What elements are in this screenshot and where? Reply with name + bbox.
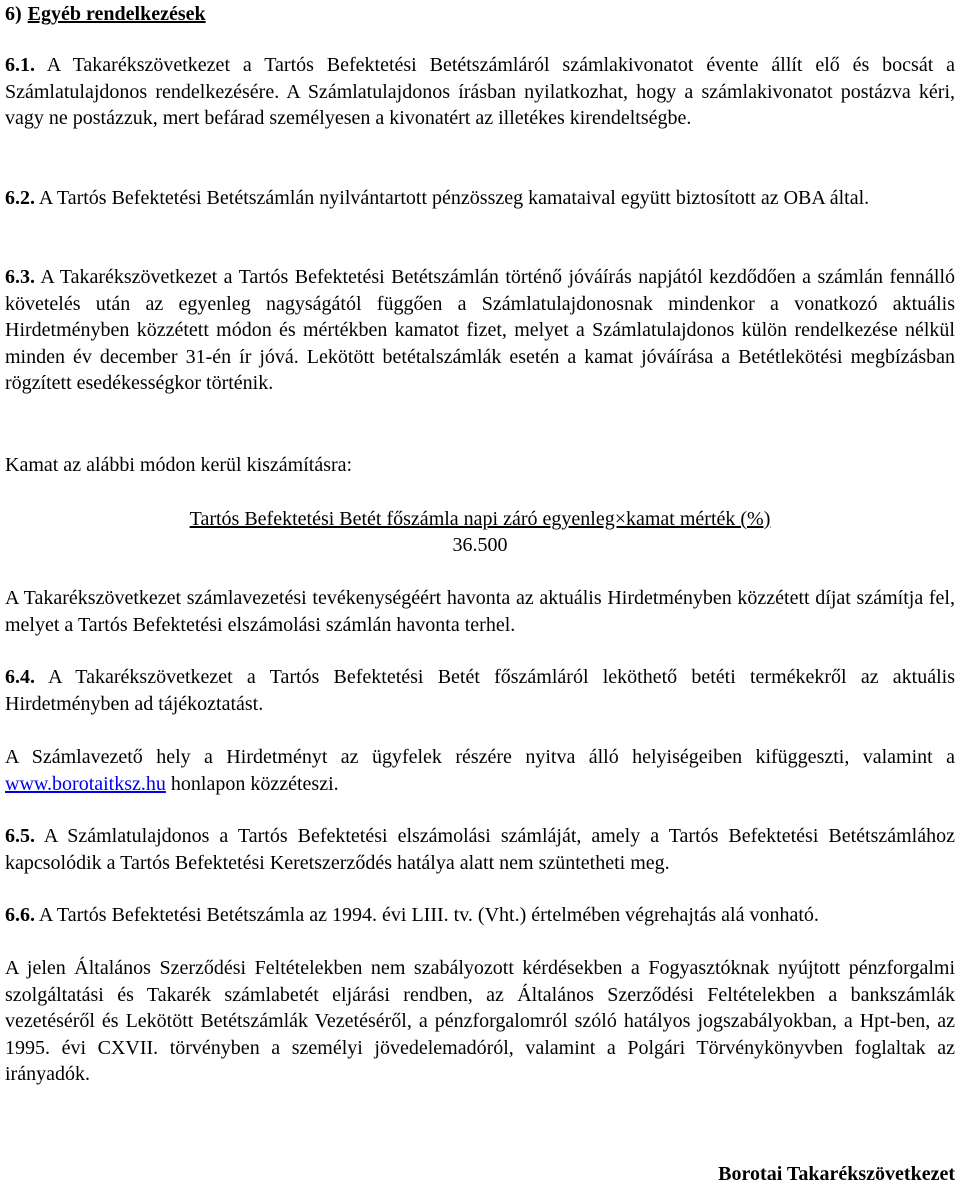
- notice-text-before: A Számlavezető hely a Hirdetményt az ügyfelek részére nyitva álló helyiségeiben kifüggeszti, valamint a: [5, 746, 955, 768]
- fee-paragraph: A Takarékszövetkezet számlavezetési tevékenységéért havonta az aktuális Hirdetményben közzétett díjat számítja fel, melyet a Tartós Befektetési elszámolási számlán havonta terhel.: [5, 587, 955, 636]
- paragraph-text: A Takarékszövetkezet a Tartós Befektetési Betétszámlán történő jóváírás napjától kezdődően a számlán fennálló követelés után az egyenleg nagyságától függően a Számlatulajdonosnak mindenkor a vonatkozó aktuális Hirdetményben közzétett módon és mértékben kamatot fizet, melyet a Számlatulajdonos külön rendelkezése nélkül minden év december 31-én ír jóvá. Lekötött betétalszámlák esetén a kamat jóváírása a Betétlekötési megbízásban rögzített esedékességkor történik.: [5, 266, 955, 395]
- closing-paragraph: A jelen Általános Szerződési Feltételekben nem szabályozott kérdésekben a Fogyasztóknak nyújtott pénzforgalmi szolgáltatási és Takarék számlabetét eljárási rendben, az Általános Szerződési Feltételekben a bankszámlák vezetéséről és Lekötött Betétszámlák Vezetéséről, a pénzforgalomról szóló hatályos jogszabályokban, a Hpt-ben, az 1995. évi CXVII. törvényben a személyi jövedelemadóról, valamint a Polgári Törvénykönyvben foglaltak az irányadók.: [5, 957, 955, 1086]
- paragraph-text: A Számlatulajdonos a Tartós Befektetési elszámolási számláját, amely a Tartós Befektetési Betétszámlához kapcsolódik a Tartós Befektetési Keretszerződés hatálya alatt nem szüntetheti meg.: [5, 825, 955, 874]
- paragraph-label: 6.1.: [5, 54, 35, 76]
- notice-text-after: honlapon közzéteszi.: [165, 772, 339, 795]
- paragraph-6-3: [5, 264, 955, 397]
- section-title: Egyéb rendelkezések: [27, 3, 206, 25]
- paragraph-6-4: [5, 664, 955, 717]
- paragraph-label: 6.4.: [5, 666, 35, 688]
- formula-denominator: 36.500: [452, 534, 508, 556]
- formula-numerator: Tartós Befektetési Betét főszámla napi záró egyenleg×kamat mérték (%): [189, 508, 771, 530]
- interest-intro: Kamat az alábbi módon kerül kiszámításra:: [5, 454, 353, 476]
- interest-formula: [5, 506, 955, 558]
- paragraph-6-5: [5, 823, 955, 876]
- section-number: 6): [5, 3, 22, 25]
- paragraph-label: 6.3.: [5, 266, 35, 288]
- paragraph-6-2: [5, 185, 955, 212]
- paragraph-text: A Tartós Befektetési Betétszámlán nyilvántartott pénzösszeg kamataival együtt biztosított az OBA által.: [38, 187, 870, 209]
- paragraph-label: 6.5.: [5, 825, 35, 847]
- signature: Borotai Takarékszövetkezet: [718, 1163, 955, 1185]
- paragraph-text: A Takarékszövetkezet a Tartós Befektetési Betét főszámláról leköthető betéti termékekről az aktuális Hirdetményben ad tájékoztatást.: [5, 666, 955, 715]
- paragraph-6-1: [5, 52, 955, 132]
- paragraph-text: A Takarékszövetkezet a Tartós Befektetési Betétszámláról számlakivonatot évente állít elő és bocsát a Számlatulajdonos rendelkezésére. A Számlatulajdonos írásban nyilatkozhat, hogy a számlakivonatot postázva kéri, vagy ne postázzuk, mert befárad személyesen a kivonatért az illetékes kirendeltségbe.: [5, 54, 955, 130]
- notice-paragraph: [5, 744, 955, 797]
- paragraph-text: A Tartós Befektetési Betétszámla az 1994. évi LIII. tv. (Vht.) értelmében végrehajtás alá vonható.: [38, 904, 819, 926]
- paragraph-label: 6.2.: [5, 187, 35, 209]
- website-link[interactable]: www.borotaitksz.hu: [5, 772, 166, 795]
- paragraph-6-6: [5, 902, 955, 929]
- section-heading: [5, 1, 206, 27]
- paragraph-label: 6.6.: [5, 904, 35, 926]
